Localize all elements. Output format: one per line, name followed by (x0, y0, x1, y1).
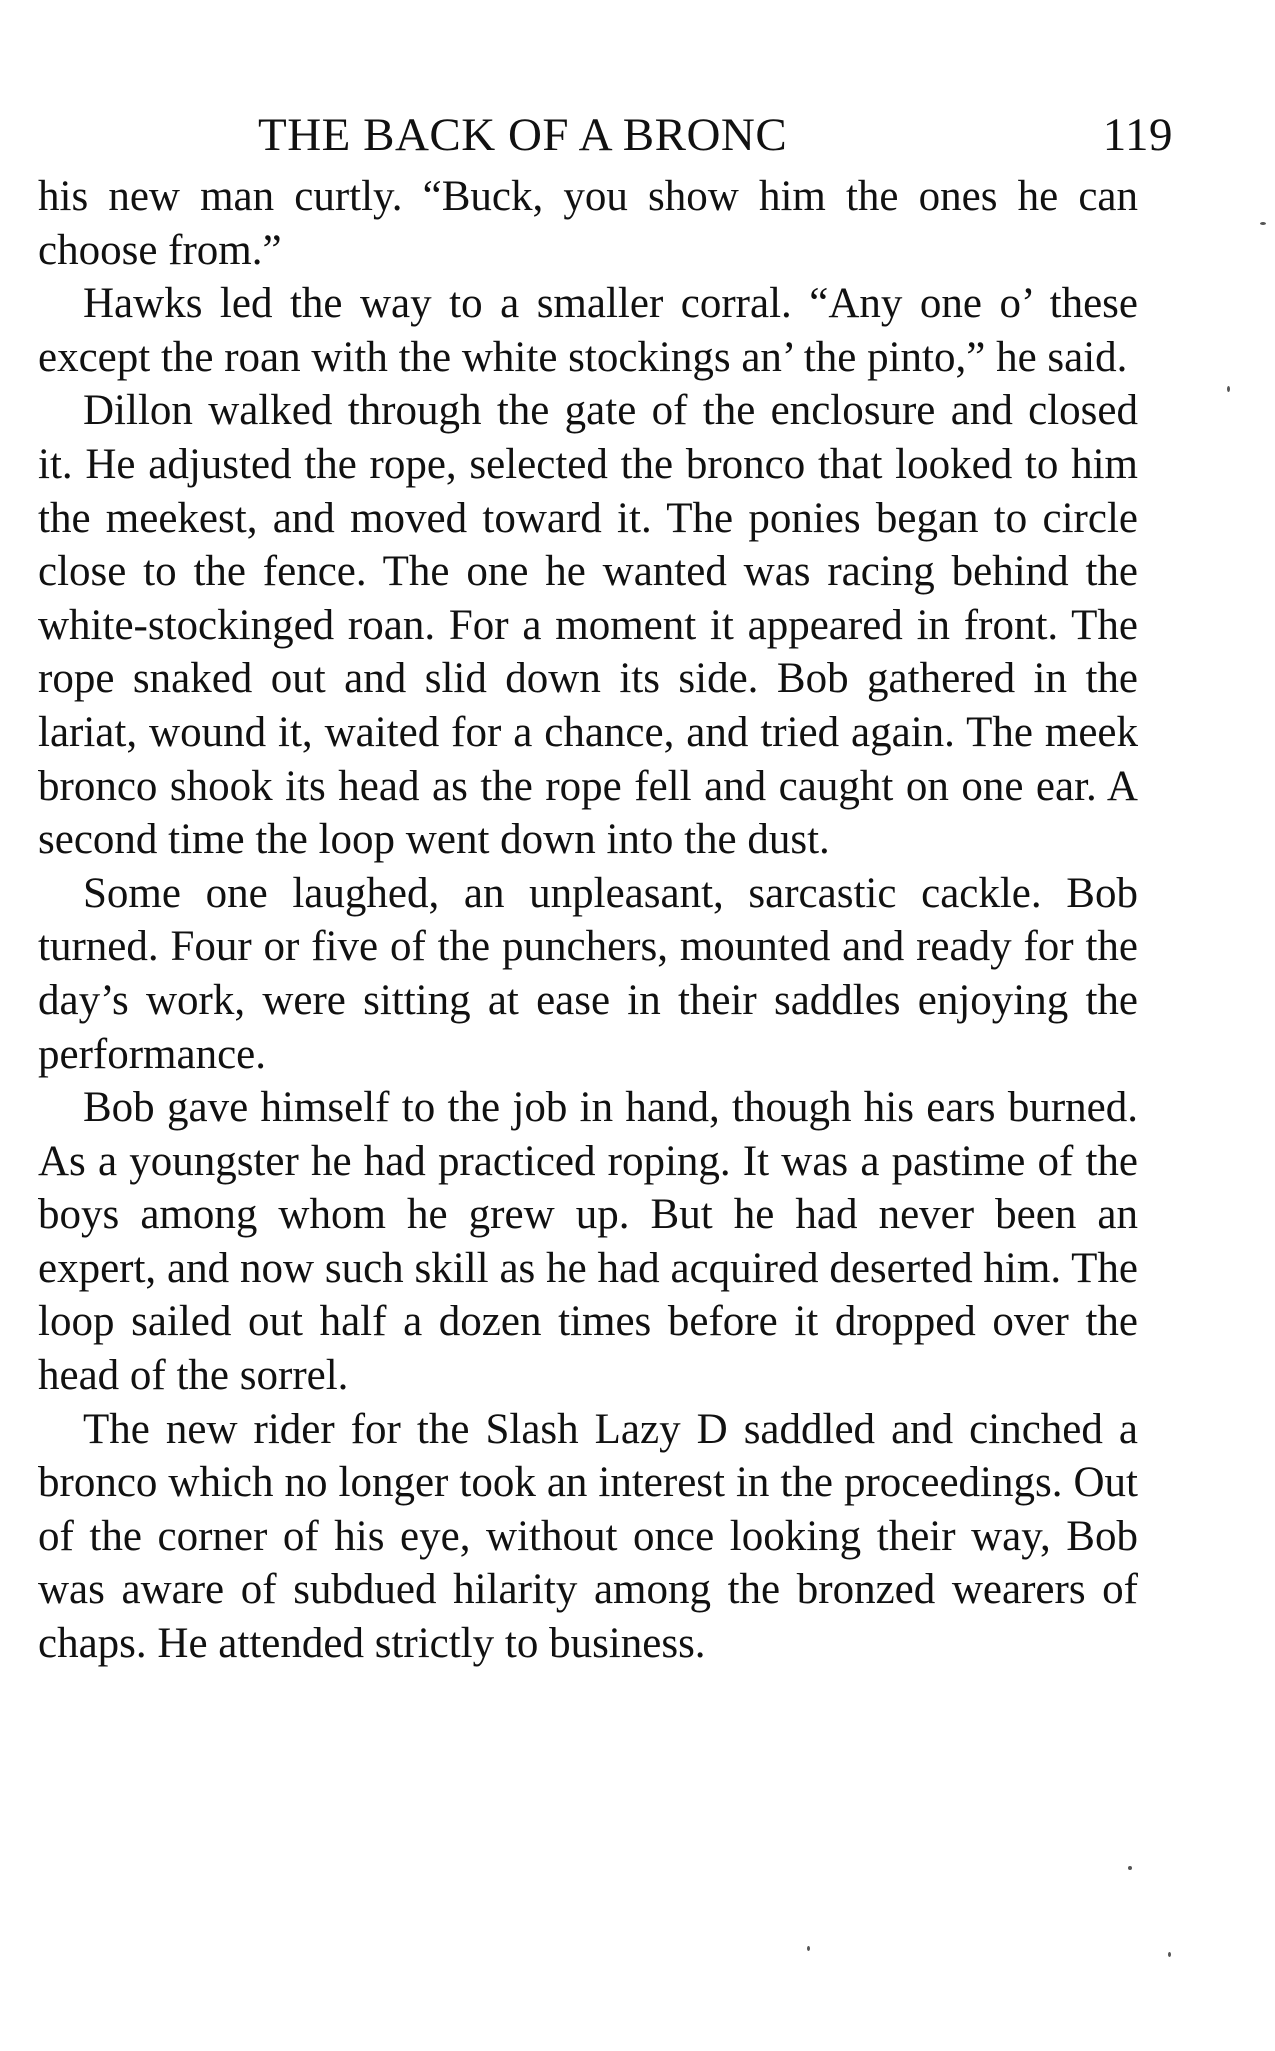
paragraph-2: Hawks led the way to a smaller corral. “Any one o’ these except the roan with the white stockings an’ the pinto,” he said. (38, 280, 1138, 381)
scan-speck (1168, 1952, 1171, 1957)
scan-speck (1128, 1866, 1132, 1870)
page-number: 119 (1102, 109, 1173, 161)
paragraph-3: Dillon walked through the gate of the enclosure and closed it. He adjusted the rope, selected the bronco that looked to him the meekest, and moved toward it. The ponies began to circle close to the fence. The one he wanted was racing behind the white-stockinged roan. For a moment it appeared in front. The rope snaked out and slid down its side. Bob gathered in the lariat, wound it, waited for a chance, and tried again. The meek bronco shook its head as the rope fell and caught on one ear. A second time the loop went down into the dust. (38, 387, 1138, 864)
running-title: THE BACK OF A BRONC (258, 109, 788, 161)
book-page (38, 102, 1173, 1671)
scan-speck (807, 1946, 810, 1951)
paragraph-1: his new man curtly. “Buck, you show him the ones he can choose from.” (38, 173, 1138, 274)
paragraph-5: Bob gave himself to the job in hand, though his ears burned. As a youngster he had practiced roping. It was a pastime of the boys among whom he grew up. But he had never been an expert, and now such skill as he had acquired deserted him. The loop sailed out half a dozen times before it dropped over the head of the sorrel. (38, 1084, 1138, 1400)
paragraph-4: Some one laughed, an unpleasant, sarcastic cackle. Bob turned. Four or five of the punchers, mounted and ready for the day’s work, were sitting at ease in their saddles enjoying the performance. (38, 869, 1138, 1078)
running-head (38, 102, 1173, 168)
body-text (38, 170, 1138, 1671)
scan-speck (1227, 386, 1230, 392)
scan-speck (1260, 222, 1266, 225)
paragraph-6: The new rider for the Slash Lazy D saddled and cinched a bronco which no longer took an interest in the proceedings. Out of the corner of his eye, without once looking their way, Bob was aware of subdued hilarity among the bronzed wearers of chaps. He attended strictly to business. (38, 1405, 1138, 1668)
